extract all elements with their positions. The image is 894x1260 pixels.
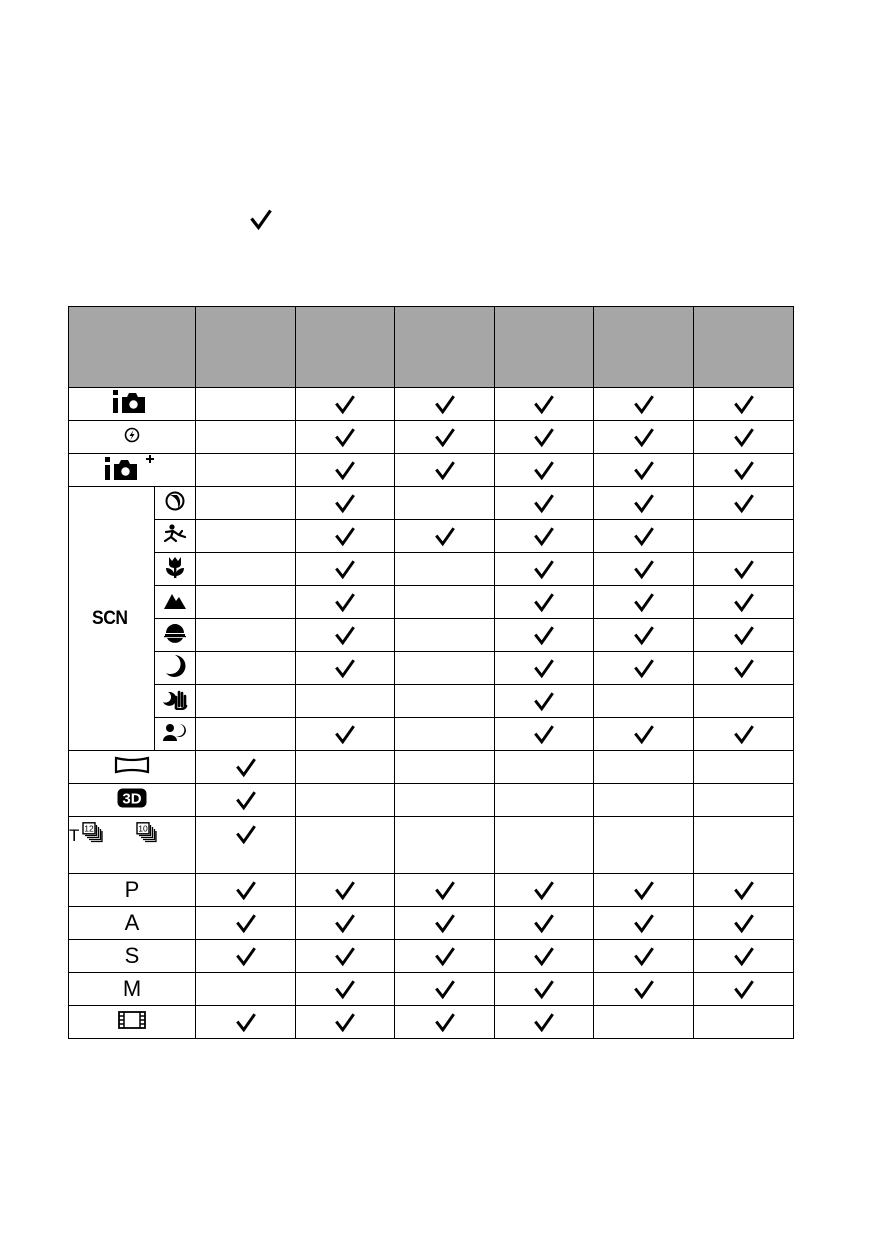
header-cell (694, 307, 794, 388)
check-icon (235, 945, 257, 967)
check-icon (733, 393, 755, 415)
function-cell (296, 487, 395, 520)
check-icon (633, 945, 655, 967)
check-icon (633, 558, 655, 580)
check-icon (733, 492, 755, 514)
check-icon (733, 558, 755, 580)
function-cell (495, 487, 594, 520)
check-icon (334, 591, 356, 613)
check-icon (334, 525, 356, 547)
function-cell (594, 619, 694, 652)
check-icon (334, 393, 356, 415)
function-cell (196, 784, 296, 817)
check-icon (633, 879, 655, 901)
check-icon (434, 912, 456, 934)
table-row (69, 454, 794, 487)
check-icon (733, 459, 755, 481)
function-cell (594, 454, 694, 487)
function-cell (694, 586, 794, 619)
function-cell (594, 751, 694, 784)
check-icon (434, 879, 456, 901)
function-cell (296, 718, 395, 751)
function-cell (395, 454, 495, 487)
function-cell (495, 817, 594, 874)
macro-flower-icon (164, 555, 186, 584)
function-cell (594, 907, 694, 940)
function-cell (395, 520, 495, 553)
table-row (69, 751, 794, 784)
function-cell (594, 1006, 694, 1039)
function-cell (296, 940, 395, 973)
scene-cell-scn-macro (155, 553, 196, 586)
function-cell (594, 718, 694, 751)
check-icon (334, 978, 356, 1000)
scene-cell-scn-sunset (155, 619, 196, 652)
function-cell (594, 652, 694, 685)
table-row (69, 973, 794, 1006)
function-cell (694, 940, 794, 973)
function-cell (296, 685, 395, 718)
check-icon (533, 624, 555, 646)
check-icon (235, 789, 257, 811)
function-cell (196, 874, 296, 907)
table-row (69, 553, 794, 586)
check-icon (633, 723, 655, 745)
function-cell (395, 784, 495, 817)
function-cell (694, 784, 794, 817)
night-portrait-icon (163, 721, 187, 748)
check-icon (533, 879, 555, 901)
scene-cell-scn-night-portrait (155, 718, 196, 751)
function-cell (395, 553, 495, 586)
mode-cell-burst-priority (69, 817, 196, 874)
function-cell (196, 619, 296, 652)
scene-cell-scn-sports (155, 520, 196, 553)
svg-text:3D: 3D (122, 790, 142, 807)
function-cell (196, 454, 296, 487)
function-cell (495, 1006, 594, 1039)
function-cell (196, 718, 296, 751)
sunset-icon (163, 622, 187, 649)
function-cell (296, 454, 395, 487)
3d-icon (117, 788, 147, 813)
check-icon (533, 690, 555, 712)
function-cell (594, 784, 694, 817)
check-icon (533, 657, 555, 679)
function-cell (395, 619, 495, 652)
function-cell (694, 817, 794, 874)
function-cell (694, 652, 794, 685)
function-cell (395, 685, 495, 718)
function-cell (196, 1006, 296, 1039)
table-row (69, 907, 794, 940)
check-icon (633, 492, 655, 514)
mode-cell-intelligent-auto (69, 388, 196, 421)
table-row (69, 586, 794, 619)
scene-cell-scn-soft-skin (155, 487, 196, 520)
function-cell (395, 907, 495, 940)
mode-cell-superior-auto (69, 454, 196, 487)
function-cell (196, 652, 296, 685)
function-cell (495, 454, 594, 487)
check-icon (633, 426, 655, 448)
svg-text:12: 12 (84, 823, 95, 833)
function-cell (196, 586, 296, 619)
function-cell (395, 487, 495, 520)
function-cell (196, 487, 296, 520)
scene-cell-scn-night (155, 652, 196, 685)
check-icon (633, 657, 655, 679)
table-row (69, 685, 794, 718)
table-row (69, 784, 794, 817)
check-icon (334, 459, 356, 481)
function-cell (495, 751, 594, 784)
function-cell (196, 973, 296, 1006)
check-icon (334, 657, 356, 679)
function-cell (196, 421, 296, 454)
function-cell (594, 487, 694, 520)
easy-shooting-icon (124, 427, 140, 448)
superior-auto-icon (104, 455, 160, 486)
function-cell (694, 1006, 794, 1039)
check-icon (633, 912, 655, 934)
function-cell (395, 751, 495, 784)
function-cell (694, 718, 794, 751)
function-cell (296, 973, 395, 1006)
function-cell (296, 784, 395, 817)
function-cell (495, 520, 594, 553)
check-icon (334, 558, 356, 580)
function-cell (196, 388, 296, 421)
function-cell (196, 751, 296, 784)
check-icon (434, 1011, 456, 1033)
check-icon (733, 426, 755, 448)
check-icon (235, 756, 257, 778)
function-cell (594, 586, 694, 619)
function-cell (495, 619, 594, 652)
night-moon-icon (164, 654, 186, 683)
function-cell (694, 553, 794, 586)
function-cell (495, 685, 594, 718)
function-cell (395, 718, 495, 751)
function-cell (196, 553, 296, 586)
function-cell (694, 874, 794, 907)
check-icon (733, 624, 755, 646)
check-icon (334, 1011, 356, 1033)
function-cell (296, 388, 395, 421)
function-cell (594, 553, 694, 586)
mode-label: S (124, 942, 140, 968)
mode-cell-program (69, 874, 196, 907)
check-icon (235, 912, 257, 934)
check-icon (334, 426, 356, 448)
function-cell (694, 487, 794, 520)
mode-cell-3d (69, 784, 196, 817)
table-row (69, 520, 794, 553)
check-icon (733, 978, 755, 1000)
mode-cell-shutter (69, 940, 196, 973)
check-icon (334, 723, 356, 745)
scn-mode-cell (69, 487, 155, 751)
table-row (69, 487, 794, 520)
function-cell (495, 940, 594, 973)
check-icon (533, 459, 555, 481)
function-cell (296, 553, 395, 586)
handheld-twilight-icon (162, 688, 188, 715)
function-cell (395, 973, 495, 1006)
mode-label: T (69, 825, 80, 845)
check-icon (235, 879, 257, 901)
check-icon (533, 1011, 555, 1033)
check-icon (334, 912, 356, 934)
function-cell (296, 619, 395, 652)
scene-cell-scn-landscape (155, 586, 196, 619)
function-cell (296, 907, 395, 940)
panorama-icon (114, 756, 150, 779)
mode-cell-sweep-panorama (69, 751, 196, 784)
header-cell (196, 307, 296, 388)
check-icon (733, 657, 755, 679)
sports-action-icon (163, 523, 187, 550)
check-icon (533, 978, 555, 1000)
mode-label: A (124, 909, 140, 935)
function-cell (196, 685, 296, 718)
function-cell (694, 421, 794, 454)
check-icon (533, 591, 555, 613)
check-icon (733, 879, 755, 901)
mode-label: M (122, 975, 142, 1001)
function-cell (495, 907, 594, 940)
scn-label: SCN (92, 607, 128, 629)
mode-function-table (68, 306, 794, 1039)
check-icon (633, 393, 655, 415)
function-cell (495, 421, 594, 454)
check-icon (533, 723, 555, 745)
function-cell (594, 940, 694, 973)
landscape-mountain-icon (163, 590, 187, 615)
function-cell (495, 784, 594, 817)
function-cell (594, 817, 694, 874)
check-icon (334, 624, 356, 646)
check-icon (533, 393, 555, 415)
function-cell (296, 652, 395, 685)
check-icon (434, 393, 456, 415)
mode-cell-movie (69, 1006, 196, 1039)
svg-text:10: 10 (138, 823, 149, 833)
check-icon (533, 525, 555, 547)
header-cell (594, 307, 694, 388)
movie-film-icon (118, 1011, 146, 1034)
table-row (69, 421, 794, 454)
check-icon (434, 945, 456, 967)
function-cell (296, 520, 395, 553)
function-cell (296, 874, 395, 907)
table-row (69, 940, 794, 973)
function-cell (296, 586, 395, 619)
soft-skin-icon (164, 490, 186, 517)
function-cell (694, 973, 794, 1006)
check-icon (733, 591, 755, 613)
header-cell-mode (69, 307, 196, 388)
table-row (69, 652, 794, 685)
burst-12-icon (81, 822, 103, 849)
function-cell (694, 520, 794, 553)
function-cell (594, 388, 694, 421)
check-icon (533, 912, 555, 934)
check-icon (733, 723, 755, 745)
function-cell (495, 874, 594, 907)
check-icon (633, 591, 655, 613)
function-cell (296, 1006, 395, 1039)
function-cell (196, 940, 296, 973)
table-row (69, 619, 794, 652)
table-header-row (69, 307, 794, 388)
check-icon (633, 624, 655, 646)
check-icon (533, 426, 555, 448)
function-cell (495, 553, 594, 586)
function-cell (395, 586, 495, 619)
function-cell (395, 1006, 495, 1039)
intelligent-auto-icon (112, 390, 152, 419)
check-icon (733, 912, 755, 934)
check-icon (249, 207, 273, 231)
function-cell (196, 817, 296, 874)
check-icon (533, 492, 555, 514)
scene-cell-scn-handheld-twilight (155, 685, 196, 718)
check-icon (733, 945, 755, 967)
function-cell (495, 652, 594, 685)
check-icon (633, 459, 655, 481)
function-cell (395, 388, 495, 421)
function-cell (296, 421, 395, 454)
function-cell (594, 973, 694, 1006)
check-icon (633, 525, 655, 547)
function-cell (395, 874, 495, 907)
function-cell (395, 940, 495, 973)
function-cell (196, 907, 296, 940)
function-cell (395, 421, 495, 454)
function-cell (694, 388, 794, 421)
function-cell (296, 751, 395, 784)
check-icon (434, 459, 456, 481)
mode-cell-easy-shooting (69, 421, 196, 454)
table-row (69, 817, 794, 874)
check-icon (434, 426, 456, 448)
function-cell (594, 874, 694, 907)
mode-label: P (124, 876, 140, 902)
header-cell (495, 307, 594, 388)
check-icon (434, 525, 456, 547)
function-cell (296, 817, 395, 874)
function-cell (594, 421, 694, 454)
mode-cell-aperture (69, 907, 196, 940)
check-icon (334, 945, 356, 967)
table-row (69, 1006, 794, 1039)
function-cell (694, 751, 794, 784)
function-cell (694, 685, 794, 718)
table-row (69, 718, 794, 751)
burst-10-icon (135, 822, 157, 849)
check-icon (633, 978, 655, 1000)
check-icon (533, 945, 555, 967)
function-cell (495, 718, 594, 751)
function-cell (594, 685, 694, 718)
function-cell (694, 454, 794, 487)
check-icon (334, 492, 356, 514)
function-cell (495, 586, 594, 619)
function-cell (594, 520, 694, 553)
check-icon (334, 879, 356, 901)
check-icon (235, 823, 257, 845)
function-cell (395, 652, 495, 685)
function-cell (196, 520, 296, 553)
function-cell (495, 973, 594, 1006)
check-icon (235, 1011, 257, 1033)
function-cell (395, 817, 495, 874)
mode-cell-manual (69, 973, 196, 1006)
header-cell (395, 307, 495, 388)
check-icon (434, 978, 456, 1000)
function-cell (495, 388, 594, 421)
table-row (69, 874, 794, 907)
check-icon (533, 558, 555, 580)
function-cell (694, 907, 794, 940)
header-cell (296, 307, 395, 388)
table-row (69, 388, 794, 421)
function-cell (694, 619, 794, 652)
